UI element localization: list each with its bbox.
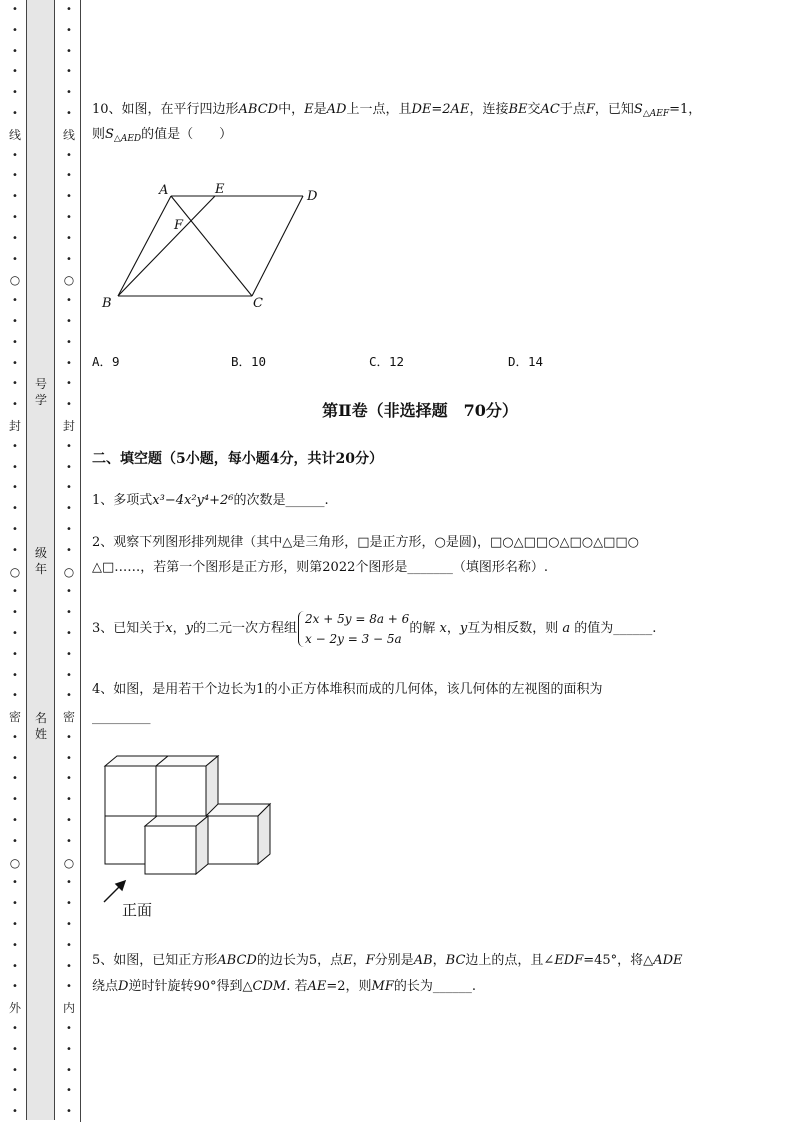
binding-circle: ○ [9, 855, 21, 870]
binding-dot: • [12, 461, 18, 473]
binding-dot: • [66, 919, 72, 931]
field-label-char: 名 [34, 711, 47, 725]
binding-label: 密 [9, 710, 22, 725]
binding-dot: • [12, 815, 18, 827]
math-var: E [304, 102, 314, 117]
binding-dot: • [66, 378, 72, 390]
binding-label: 线 [9, 127, 22, 142]
binding-dot: • [66, 315, 72, 327]
math-var: MF [371, 979, 394, 994]
binding-dot: • [66, 253, 72, 265]
binding-label: 外 [9, 1001, 22, 1016]
section-title: 第Ⅱ卷（非选择题 70分） [322, 401, 518, 420]
text: 的二元一次方程组 [193, 621, 298, 636]
binding-dot: • [66, 170, 72, 182]
binding-dot: • [12, 87, 18, 99]
math-subscript: △AEF [642, 109, 670, 119]
binding-dot-column-inner [63, 0, 75, 1123]
binding-dot: • [66, 752, 72, 764]
equation-2: x − 2y = 3 − 5a [305, 631, 402, 646]
binding-dot: • [12, 378, 18, 390]
binding-dot: • [12, 1085, 18, 1097]
binding-dot: • [12, 482, 18, 494]
binding-dot: • [66, 45, 72, 57]
binding-dot: • [66, 607, 72, 619]
binding-rail-line [80, 0, 81, 1122]
math-var: AB [413, 953, 433, 968]
math-var: AD [326, 102, 347, 117]
text: 分别是 [374, 953, 414, 968]
math-var: ABCD [217, 953, 257, 968]
binding-dot: • [12, 939, 18, 951]
binding-dot: • [66, 336, 72, 348]
binding-dot: • [66, 1085, 72, 1097]
text: 逆时针旋转90°得到△ [128, 979, 253, 994]
question-1 [92, 489, 329, 513]
text: 的边长为5，点 [256, 953, 344, 968]
binding-circle: ○ [63, 564, 75, 579]
binding-dot: • [12, 960, 18, 972]
text: =2，则 [326, 979, 372, 994]
binding-dot: • [66, 648, 72, 660]
text: . 若 [286, 979, 308, 994]
binding-dot: • [66, 773, 72, 785]
parallelogram-figure [96, 176, 336, 314]
binding-dot: • [66, 461, 72, 473]
binding-dot: • [12, 357, 18, 369]
text: ，连接 [469, 102, 509, 117]
text: 的次数是______. [233, 493, 329, 508]
binding-circle: ○ [9, 273, 21, 288]
binding-circle: ○ [63, 855, 75, 870]
equation-1: 2x + 5y = 8a + 6 [305, 611, 410, 626]
text: 则 [92, 127, 106, 142]
binding-dot: • [12, 24, 18, 36]
math-var: E [343, 953, 353, 968]
binding-dot: • [66, 939, 72, 951]
binding-dot: • [12, 191, 18, 203]
binding-dot: • [12, 627, 18, 639]
binding-dot: • [66, 981, 72, 993]
math-var: F [365, 953, 375, 968]
binding-dot: • [12, 45, 18, 57]
binding-dot: • [12, 4, 18, 15]
math-var: F [585, 102, 595, 117]
text: 交 [527, 102, 541, 117]
question-4-line-2: _________ [92, 710, 151, 725]
field-name [31, 710, 51, 742]
field-grade [31, 545, 51, 577]
text: ， [432, 953, 446, 968]
binding-dot: • [66, 440, 72, 452]
binding-dot: • [66, 794, 72, 806]
math-var: S [105, 127, 114, 142]
binding-dot: • [12, 253, 18, 265]
text: 中， [278, 102, 305, 117]
text: ， [352, 953, 366, 968]
binding-dot: • [66, 66, 72, 78]
binding-dot: • [66, 4, 72, 15]
text: 的值是（ ） [141, 127, 233, 142]
binding-dot: • [12, 919, 18, 931]
binding-dot: • [12, 669, 18, 681]
binding-dot: • [12, 336, 18, 348]
field-label-char: 年 [34, 562, 47, 576]
question-10-line-2 [92, 123, 232, 151]
label-B: B [102, 296, 112, 311]
field-label-char: 级 [34, 546, 47, 560]
question-5-line-1 [92, 949, 683, 973]
text: ，已知 [594, 102, 634, 117]
binding-dot: • [12, 66, 18, 78]
binding-dot: • [66, 191, 72, 203]
binding-dot: • [12, 835, 18, 847]
binding-circle: ○ [63, 273, 75, 288]
binding-dot: • [66, 1064, 72, 1076]
binding-dot: • [66, 544, 72, 556]
math-subscript: △AED [113, 134, 142, 144]
part-title: 二、填空题（5小题，每小题4分，共计20分） [92, 451, 383, 467]
binding-dot: • [12, 607, 18, 619]
text: 10、如图，在平行四边形 [92, 102, 239, 117]
binding-dot: • [66, 87, 72, 99]
field-label-char: 学 [34, 393, 47, 407]
math-var: CDM [252, 979, 287, 994]
segment-DC [252, 196, 303, 296]
binding-dot: • [12, 648, 18, 660]
math-var: x [165, 621, 173, 636]
option-d: D．14 [508, 354, 544, 369]
text: 1、多项式 [92, 493, 153, 508]
binding-dot: • [66, 1043, 72, 1055]
binding-dot: • [66, 523, 72, 535]
binding-dot: • [66, 232, 72, 244]
label-A: A [159, 183, 169, 198]
binding-dot: • [66, 295, 72, 307]
option-b: B．10 [231, 354, 267, 369]
question-4-line-1: 4、如图，是用若干个边长为1的小正方体堆积而成的几何体，该几何体的左视图的面积为 [92, 682, 603, 697]
binding-dot: • [66, 1023, 72, 1035]
binding-dot: • [12, 544, 18, 556]
binding-dot: • [66, 877, 72, 889]
binding-dot: • [12, 898, 18, 910]
binding-dot: • [12, 1064, 18, 1076]
math-var: BE [508, 102, 528, 117]
binding-dot: • [12, 440, 18, 452]
math-var: ADE [653, 953, 683, 968]
binding-dot: • [12, 1023, 18, 1035]
binding-label: 内 [63, 1001, 76, 1016]
binding-dot: • [66, 835, 72, 847]
binding-dot: • [12, 399, 18, 411]
binding-dot: • [12, 503, 18, 515]
math-var: a [562, 621, 571, 636]
binding-dot: • [66, 690, 72, 702]
binding-dot: • [66, 24, 72, 36]
binding-dot: • [12, 523, 18, 535]
math-var: DE=2AE [411, 102, 470, 117]
field-label-char: 姓 [34, 727, 47, 741]
binding-dot: • [12, 295, 18, 307]
binding-dot: • [66, 731, 72, 743]
text: 绕点 [92, 979, 119, 994]
binding-dot: • [66, 357, 72, 369]
binding-dot: • [66, 482, 72, 494]
binding-dot-column-outer [9, 0, 21, 1123]
question-2-line-2: △□……，若第一个图形是正方形，则第2022个图形是_______（填图形名称）. [92, 560, 548, 575]
binding-dot: • [66, 1106, 72, 1118]
option-a: A．9 [92, 354, 120, 369]
text: 是 [313, 102, 327, 117]
binding-dot: • [66, 627, 72, 639]
label-C: C [253, 296, 263, 311]
segment-BE [118, 196, 215, 296]
question-3 [92, 605, 656, 653]
binding-dot: • [12, 107, 18, 119]
binding-dot: • [12, 1106, 18, 1118]
question-2-line-1: 2、观察下列图形排列规律（其中△是三角形，□是正方形，○是圆)，□○△□□○△□○△□□○ [92, 535, 640, 550]
binding-dot: • [66, 898, 72, 910]
binding-dot: • [66, 107, 72, 119]
text: 于点 [559, 102, 586, 117]
math-var: AC [540, 102, 560, 117]
binding-dot: • [66, 149, 72, 161]
text: 3、已知关于 [92, 621, 166, 636]
math-expression: x³−4x²y⁴+2⁶ [152, 493, 234, 508]
binding-dot: • [12, 211, 18, 223]
binding-dot: • [66, 669, 72, 681]
text: ， [172, 621, 186, 636]
binding-dot: • [66, 399, 72, 411]
binding-dot: • [66, 503, 72, 515]
binding-label: 线 [63, 127, 76, 142]
binding-dot: • [66, 960, 72, 972]
segment-AC [171, 196, 252, 296]
binding-dot: • [12, 794, 18, 806]
binding-label: 密 [63, 710, 76, 725]
cubes-figure [96, 752, 286, 927]
label-E: E [215, 182, 225, 197]
question-5-line-2 [92, 975, 476, 999]
binding-dot: • [66, 815, 72, 827]
math-var: AE [307, 979, 327, 994]
text: ， [446, 621, 460, 636]
binding-dot: • [12, 170, 18, 182]
field-label-char: 号 [34, 377, 47, 391]
binding-dot: • [66, 211, 72, 223]
text: 边上的点，且∠ [465, 953, 555, 968]
text: =45°，将△ [583, 953, 654, 968]
question-10-line-1 [92, 98, 701, 126]
option-c: C．12 [369, 354, 405, 369]
binding-dot: • [66, 586, 72, 598]
binding-dot: • [12, 877, 18, 889]
binding-dot: • [12, 232, 18, 244]
front-view-label: 正面 [122, 901, 153, 919]
math-var: S [633, 102, 643, 117]
binding-label: 封 [9, 418, 22, 433]
binding-dot: • [12, 752, 18, 764]
binding-dot: • [12, 731, 18, 743]
text: 上一点，且 [346, 102, 412, 117]
text: 的值为______. [574, 621, 657, 636]
math-var: y [459, 621, 468, 636]
binding-dot: • [12, 586, 18, 598]
text: =1， [669, 102, 702, 117]
binding-dot: • [12, 690, 18, 702]
binding-dot: • [12, 1043, 18, 1055]
math-var: BC [445, 953, 466, 968]
segment-BA [118, 196, 171, 296]
binding-dot: • [12, 773, 18, 785]
text: 5、如图，已知正方形 [92, 953, 218, 968]
binding-label: 封 [63, 418, 76, 433]
equation-system [297, 609, 409, 649]
math-var: D [118, 979, 129, 994]
binding-circle: ○ [9, 564, 21, 579]
math-var: y [185, 621, 193, 636]
math-var: ABCD [238, 102, 279, 117]
math-var: EDF [554, 953, 584, 968]
text: 的解 [409, 621, 436, 636]
math-var: x [439, 621, 447, 636]
label-F: F [174, 218, 184, 233]
text: 的长为______. [393, 979, 476, 994]
binding-dot: • [12, 981, 18, 993]
label-D: D [307, 189, 318, 204]
text: 互为相反数，则 [467, 621, 559, 636]
binding-dot: • [12, 315, 18, 327]
binding-dot: • [12, 149, 18, 161]
